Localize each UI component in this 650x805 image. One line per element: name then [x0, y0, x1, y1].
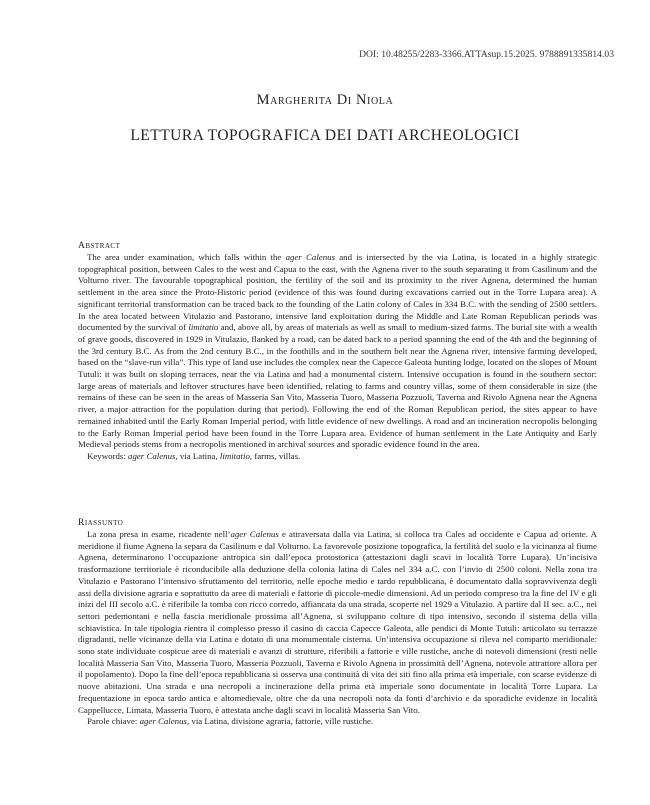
doi-line: DOI: 10.48255/2283-3366.ATTAsup.15.2025. 9788891335814.03	[359, 50, 614, 60]
abstract-text: The area under examination, which falls within the ager Calenus and is intersected by the via Latina, is located in a highly strategic topographical position, between Cales to the west and Capua to the east, with the Agnena river to the south separating it from Casilinum and the Volturno river. The favourable topographical position, the fertility of the soil and its proximity to the river Agnena, determined the human settlement in the area since the Proto-Historic period (evidence of this was found during excavations carried out in the Torre Lupara area). A significant territorial transformation can be traced back to the founding of the Latin colony of Cales in 334 B.C. with the sending of 2500 settlers. In the area located between Vitulazio and Pastorano, intensive land exploitation during the Middle and Late Roman Republican periods was documented by the survival of limitatio and, above all, by areas of materials as well as small to medium-sized farms. The burial site with a wealth of grave goods, discovered in 1929 in Vitulazio, flanked by a road, can be dated back to a period spanning the end of the 4th and the beginning of the 3rd century B.C. As from the 2nd century B.C., in the foothills and in the southern belt near the Agnena river, intensive farming developed, based on the “slave-run villa”. This type of land use includes the complex near the Capecce Galeota hunting lodge, located on the slopes of Mount Tutuli: it was built on sloping terraces, near the via Latina and had a monumental cistern. Intensive occupation is found in the southern sector: large areas of materials and leftover structures have been identified, relating to farms and country villas, some of them considerable in size (the remains of these can be seen in the areas of Masseria San Vito, Masseria Tuoro, Masseria Pozzuoli, Taverna and Rivolo Agnena near the Agnena river, a major attraction for the population during that period). Following the end of the Roman Republican period, the sites appear to have remained inhabited until the Early Roman Imperial period, with little evidence of new dwellings. A road and an incineration necropolis belonging to the Early Roman Imperial period have been found in the Torre Lupara area. Evidence of human settlement in the Late Antiquity and Early Medieval periods stems from a necropolis mentioned in archival sources and sporadic evidence found in the area.	[78, 252, 597, 450]
riassunto-keywords: Parole chiave: ager Calenus, via Latina, divisione agraria, fattorie, ville rustiche.	[87, 716, 374, 727]
abstract-heading: Abstract	[78, 241, 121, 251]
riassunto-section	[78, 517, 597, 728]
author-name: Margherita Di Niola	[256, 92, 394, 108]
abstract-section	[78, 240, 597, 463]
riassunto-heading: Riassunto	[78, 518, 124, 528]
riassunto-text: La zona presa in esame, ricadente nell’ager Calenus e attraversata dalla via Latina, si colloca tra Cales ad occidente e Capua ad oriente. A meridione il fiume Agnena la separa da Casilinum e dal Volturno. La favorevole posizione topografica, la fertilità del suolo e la vicinanza al fiume Agnena, determinarono l’occupazione antropica sin dall’epoca protostorica (attestazioni dagli scavi in località Torre Lupara). Un’incisiva trasformazione territoriale è riconducibile alla deduzione della colonia latina di Cales nel 334 a.C. con l’invio di 2500 coloni. Nella zona tra Vitulazio e Pastorano l’intensivo sfruttamento del territorio, nelle epoche medio e tardo repubblicana, è documentato dalla sopravvivenza degli assi della divisione agraria e soprattutto da aree di materiali e fattorie di piccole-medie dimensioni. Ad un periodo compreso tra la fine del IV e gli inizi del III secolo a.C. è riferibile la tomba con ricco corredo, affiancata da una strada, scoperte nel 1929 a Vitulazio. A partire dal II sec. a.C., nei settori pedemontani e nella fascia meridionale prossima all’Agnena, si sviluppano colture di tipo intensivo, secondo il sistema della villa schiavistica. In tale tipologia rientra il complesso presso il casino di caccia Capecce Galeota, alle pendici di Monte Tutuli: articolato su terrazze digradanti, nelle vicinanze della via Latina e dotato di una monumentale cisterna. Un’intensiva occupazione si rileva nel comparto meridionale: sono state individuate cospicue aree di materiali e avanzi di strutture, riferibili a fattorie e ville rustiche, anche di notevoli dimensioni (resti nelle località Masseria San Vito, Masseria Tuoro, Masseria Pozzuoli, Taverna e Rivolo Agnena in prossimità dell’Agnena, notevole attrattore allora per il popolamento). Dopo la fine dell’epoca repubblicana si osserva una continuità di vita dei siti fino alla prima età imperiale, con scarse evidenze di nuove abitazioni. Una strada e una necropoli a incinerazione della prima età imperiale sono documentate in località Torre Lupara. La frequentazione in epoca tardo antica e altomedievale, oltre che da una necropoli nota da fonti d’archivio e da sporadiche evidenze in località Cappellucce, Limata, Masseria Tuoro, è attestata anche dagli scavi in località Masseria San Vito.	[78, 529, 597, 715]
abstract-keywords: Keywords: ager Calenus, via Latina, limitatio, farms, villas.	[87, 450, 301, 461]
paper-title: LETTURA TOPOGRAFICA DEI DATI ARCHEOLOGICI	[130, 127, 520, 144]
